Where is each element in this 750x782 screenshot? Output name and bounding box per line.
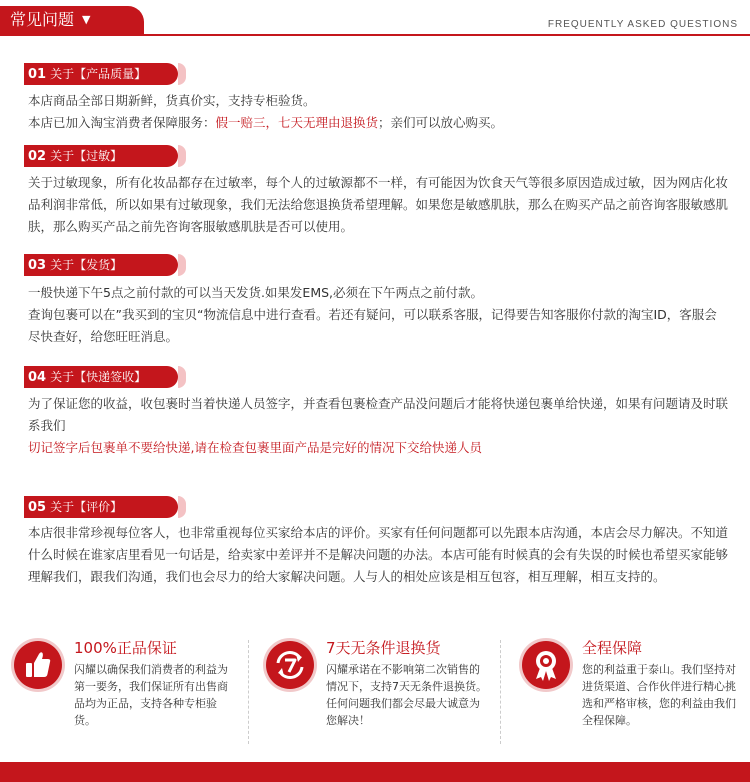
section-title-text: 关于【发货】 (50, 258, 123, 272)
feature-title: 全程保障 (582, 639, 643, 657)
quality-line-2 (28, 112, 728, 134)
feature-return (252, 627, 502, 753)
feature-full-protection (508, 627, 750, 753)
section-body-quality (28, 90, 728, 134)
section-title-review (24, 496, 178, 518)
header-tab (0, 6, 144, 34)
section-title-text: 关于【评价】 (50, 500, 123, 514)
guarantee-highlight: 假一赔三，七天无理由退换货 (215, 115, 379, 130)
thumbs-up-icon (14, 641, 62, 689)
feature-genuine (0, 627, 250, 753)
section-body-review: 本店很非常珍视每位客人，也非常重视每位买家给本店的评价。买家有任何问题都可以先跟本店沟通，本店会尽力解决。不知道什么时候在谁家店里看见一句话是，给卖家中差评并不是解决问题的办法。本店可能有时候真的会有失误的时候也希望买家能够理解我们，跟我们沟通，我们也会尽力的给大家解决问题。人与人的相处应该是相互包容，相互理解，相互支持的。 (28, 525, 729, 584)
section-number: 04 (28, 370, 47, 385)
section-title-quality (24, 63, 178, 85)
section-number: 03 (28, 258, 47, 273)
header-title: 常见问题 (10, 10, 75, 29)
shipping-line-1: 一般快递下午5点之前付款的可以当天发货.如果发EMS,必须在下午两点之前付款。 (28, 285, 484, 300)
signing-text: 为了保证您的收益，收包裹时当着快递人员签字，并查看包裹检查产品没问题后才能将快递包裹单给快递，如果有问题请及时联系我们 (28, 396, 729, 433)
feature-title: 100%正品保证 (74, 639, 177, 657)
section-number: 02 (28, 149, 47, 164)
feature-desc: 您的利益重于泰山。我们坚持对进货渠道、合作伙伴进行精心挑选和严格审核，您的利益由我们全程保障。 (582, 663, 736, 727)
chevron-down-icon: ▼ (82, 13, 91, 26)
section-title-text: 关于【过敏】 (50, 149, 123, 163)
section-title-shipping (24, 254, 178, 276)
section-title-allergy (24, 145, 178, 167)
section-body-delivery-signing (28, 393, 728, 459)
section-title-delivery-signing (24, 366, 178, 388)
section-title-text: 关于【产品质量】 (50, 67, 147, 81)
quality-line-2-pre: 本店已加入淘宝消费者保障服务： (28, 115, 216, 130)
feature-divider (248, 640, 249, 744)
signing-warning: 切记签字后包裹单不要给快递,请在检查包裹里面产品是完好的情况下交给快递人员 (28, 440, 482, 455)
feature-divider (500, 640, 501, 744)
award-ribbon-icon (522, 641, 570, 689)
footer-bar (0, 762, 750, 782)
feature-title: 7天无条件退换货 (326, 639, 441, 657)
seven-day-return-icon (266, 641, 314, 689)
section-body-allergy: 关于过敏现象，所有化妆品都存在过敏率，每个人的过敏源都不一样，有可能因为饮食天气等很多原因造成过敏，因为网店化妆品利润非常低，所以如果有过敏现象，我们无法给您退换货希望理解。如果您是敏感肌肤，那么在购买产品之前咨询客服敏感肌肤，那么购买产品之前先咨询客服敏感肌肤是否可以使用。 (28, 175, 729, 234)
section-number: 01 (28, 67, 47, 82)
page-header (0, 0, 750, 40)
quality-line-1: 本店商品全部日期新鲜，货真价实，支持专柜验货。 (28, 93, 316, 108)
section-body-shipping (28, 282, 728, 348)
guarantee-features (0, 627, 750, 753)
feature-desc: 闪耀承诺在不影响第二次销售的情况下，支持7天无条件退换货。任何问题我们都会尽最大诚意为您解决！ (326, 663, 487, 727)
feature-desc: 闪耀以确保我们消费者的利益为第一要务，我们保证所有出售商品均为正品，支持各种专柜验货。 (74, 663, 228, 727)
shipping-line-2: 查询包裹可以在”我买到的宝贝“物流信息中进行查看。若还有疑问，可以联系客服，记得要告知客服你付款的淘宝ID，客服会尽快查好，给您旺旺消息。 (28, 307, 717, 344)
header-divider (0, 34, 750, 36)
section-title-text: 关于【快递签收】 (50, 370, 147, 384)
section-number: 05 (28, 500, 47, 515)
quality-line-2-post: ；亲们可以放心购买。 (378, 115, 504, 130)
header-subtitle: FREQUENTLY ASKED QUESTIONS (547, 19, 738, 30)
